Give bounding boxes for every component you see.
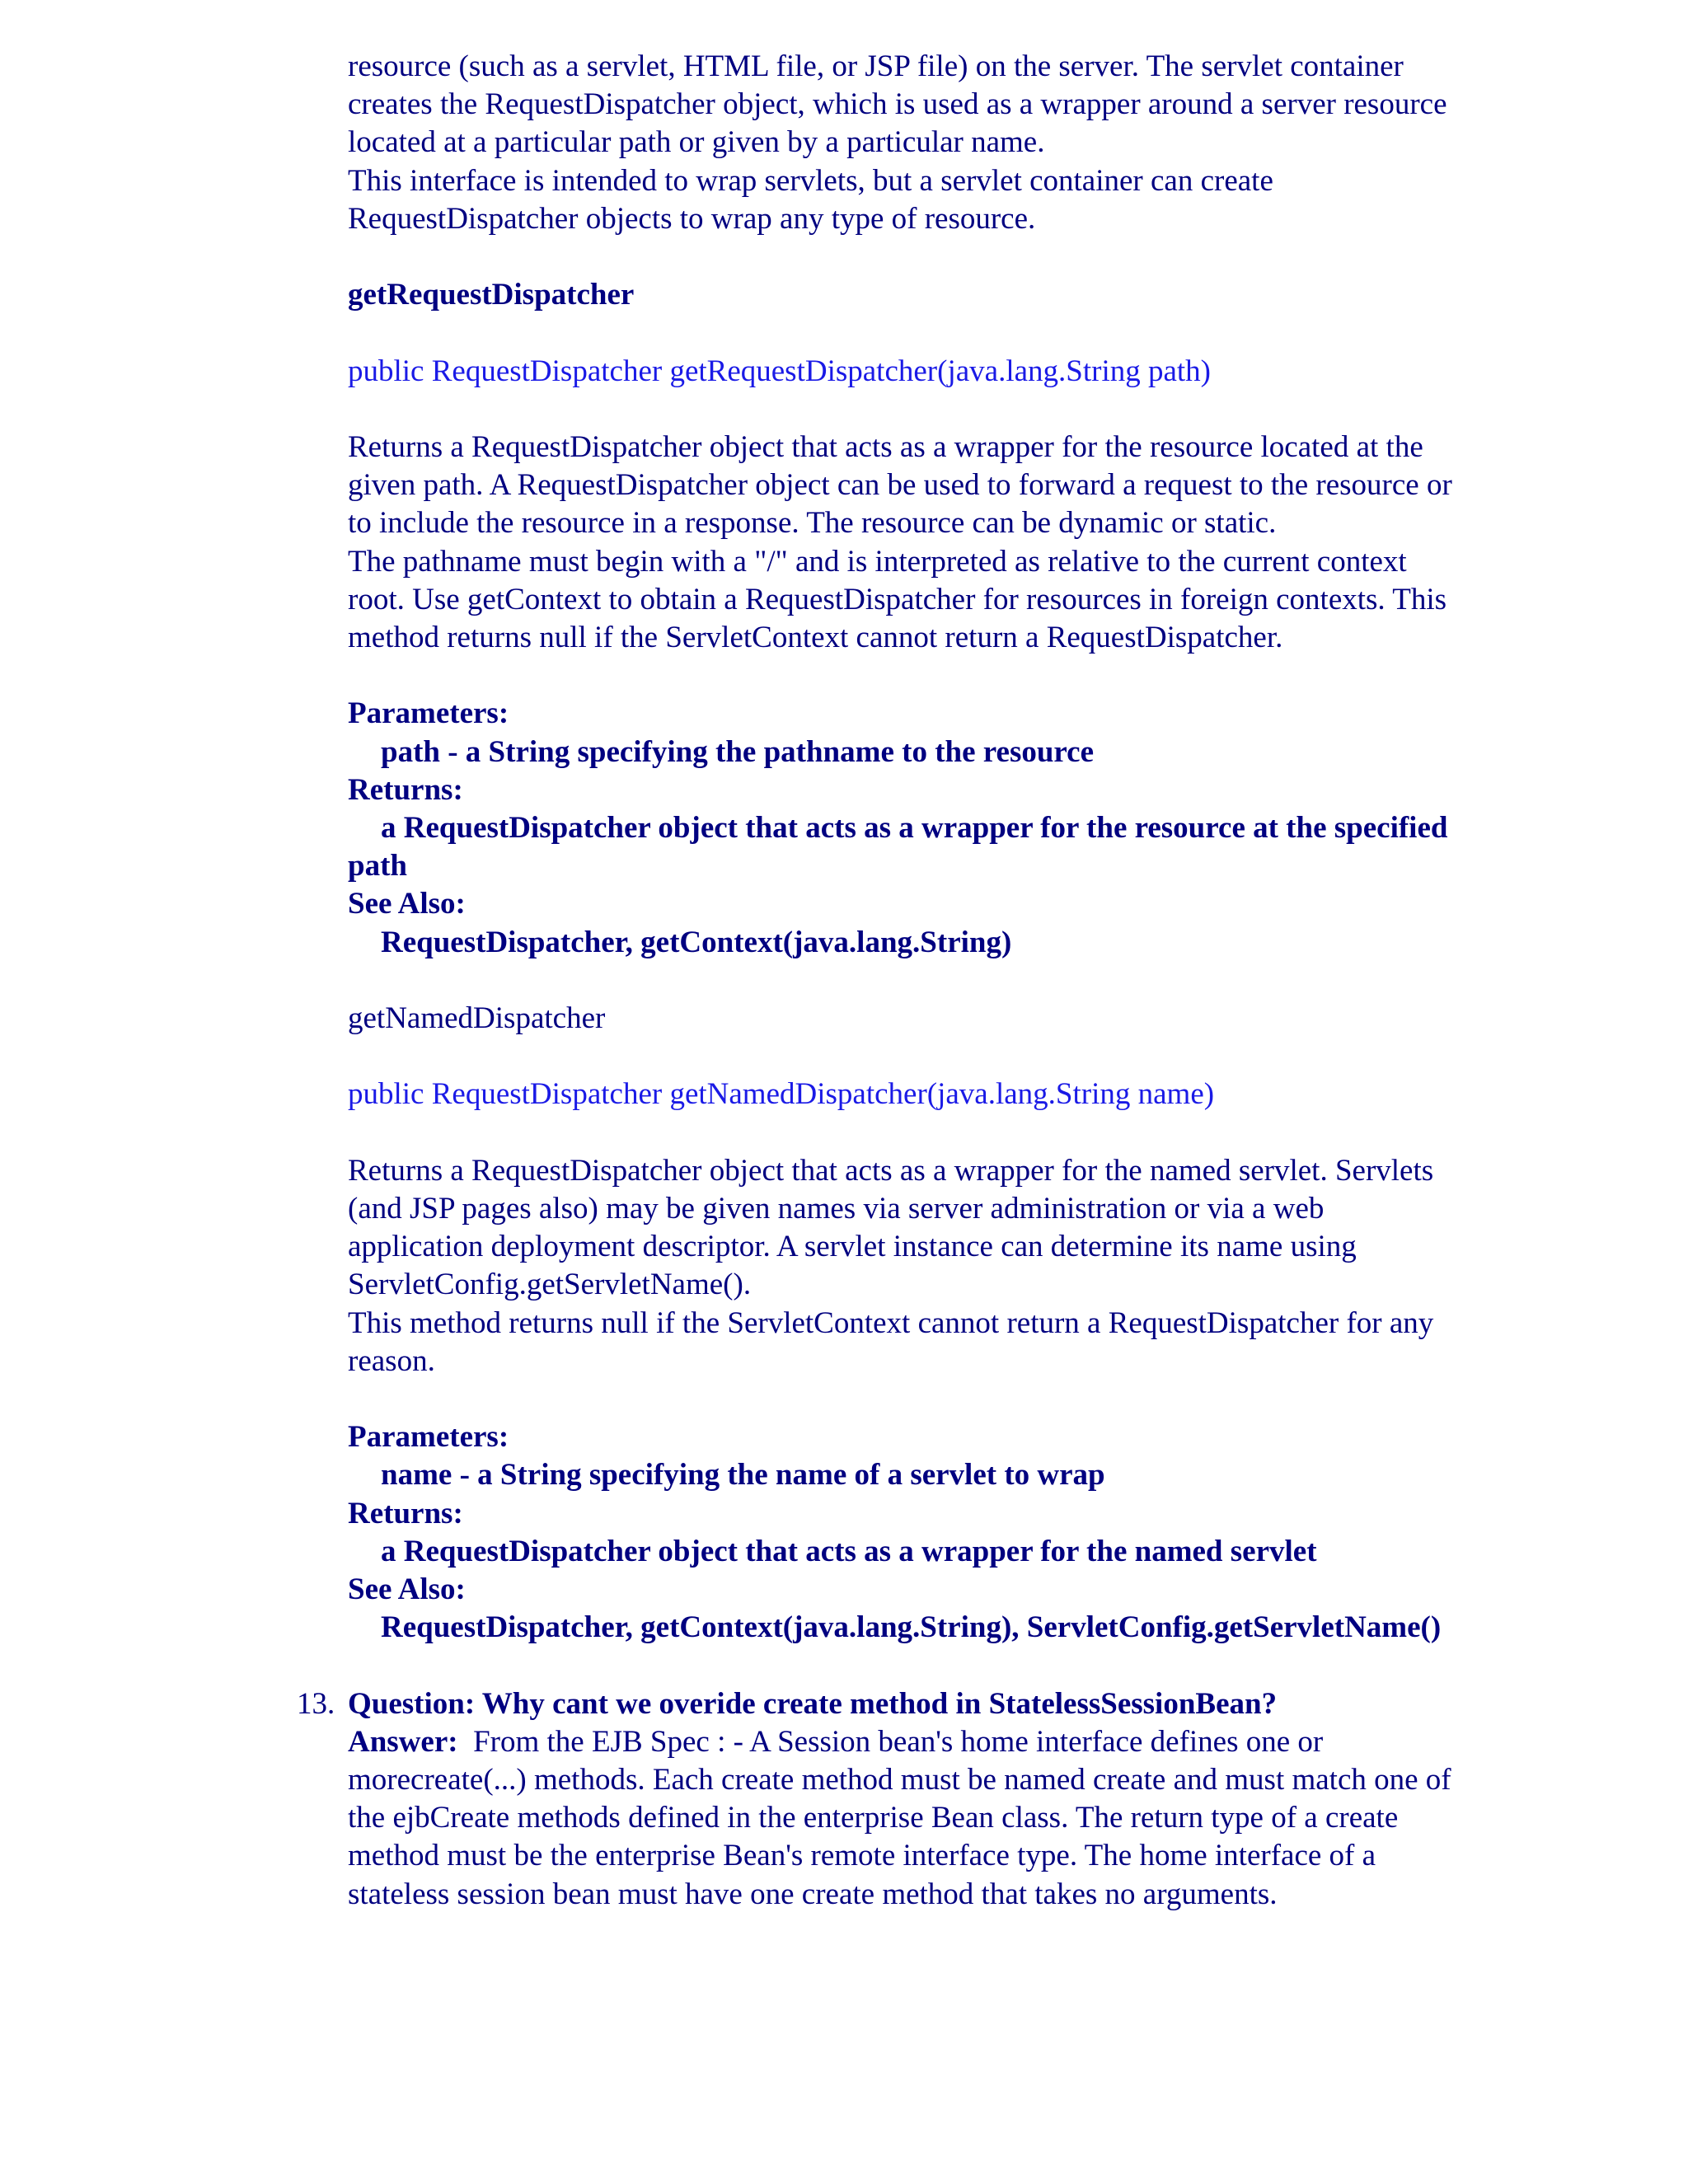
method-signature-getRequestDispatcher: public RequestDispatcher getRequestDispatcher(java.lang.String path): [348, 354, 1212, 388]
see-also-value: RequestDispatcher, getContext(java.lang.String): [381, 925, 1012, 959]
method-heading-getRequestDispatcher: getRequestDispatcher: [348, 278, 635, 312]
parameters-label: Parameters:: [348, 696, 509, 731]
intro-paragraph-2: This interface is intended to wrap servlets, but a servlet container can create RequestDispatcher objects to wrap any type of resource.: [348, 163, 1273, 236]
document-page: [297, 48, 1452, 1914]
question-13-item: [297, 1685, 1452, 1914]
returns-label: Returns:: [348, 772, 463, 807]
answer-text: [348, 1723, 1452, 1914]
parameters-label: Parameters:: [348, 1420, 509, 1455]
intro-paragraph-1: resource (such as a servlet, HTML file, or JSP file) on the server. The servlet container creates the RequestDispatcher object, which is used as a wrapper around a server resource located at a particular path or given by a particular name.: [348, 49, 1447, 160]
see-also-label: See Also:: [348, 1572, 466, 1606]
see-also-label: See Also:: [348, 887, 466, 921]
question-text: Question: Why cant we overide create method in StatelessSessionBean?: [348, 1686, 1278, 1721]
returns-value: a RequestDispatcher object that acts as a wrapper for the resource at the specified path: [348, 811, 1448, 883]
method2-description-1: Returns a RequestDispatcher object that acts as a wrapper for the named servlet. Servlets (and JSP pages also) may be given names via server administration or via a web application deployment descriptor. A servlet instance can determine its name using ServletConfig.getServletName().: [348, 1153, 1434, 1302]
list-number: 13.: [297, 1686, 335, 1721]
method-details-getRequestDispatcher: [348, 695, 1452, 961]
answer-body: From the EJB Spec : - A Session bean's home interface defines one or morecreate(...) methods. Each create method must be named create and must match one of the ejbCreate methods defined in the enterprise Bean class. The return type of a create method must be the enterprise Bean's remote interface type. The home interface of a stateless session bean must have one create method that takes no arguments.: [348, 1724, 1451, 1911]
see-also-value: RequestDispatcher, getContext(java.lang.String), ServletConfig.getServletName(): [381, 1610, 1442, 1645]
parameter-name: name - a String specifying the name of a servlet to wrap: [381, 1458, 1105, 1493]
method-description-2: The pathname must begin with a "/" and is interpreted as relative to the current context root. Use getContext to obtain a RequestDispatcher for resources in foreign contexts. This method returns null if the ServletContext cannot return a RequestDispatcher.: [348, 544, 1447, 654]
method2-description-2: This method returns null if the ServletContext cannot return a RequestDispatcher for any reason.: [348, 1305, 1434, 1378]
method-heading-getNamedDispatcher: getNamedDispatcher: [348, 1001, 606, 1035]
returns-value: a RequestDispatcher object that acts as a wrapper for the named servlet: [381, 1534, 1317, 1568]
answer-label: Answer:: [348, 1724, 458, 1759]
method-signature-getNamedDispatcher: public RequestDispatcher getNamedDispatcher(java.lang.String name): [348, 1077, 1215, 1112]
parameter-path: path - a String specifying the pathname to the resource: [381, 734, 1095, 769]
returns-label: Returns:: [348, 1496, 463, 1530]
method-description-1: Returns a RequestDispatcher object that acts as a wrapper for the resource located at the given path. A RequestDispatcher object can be used to forward a request to the resource or to include the resource in a response. The resource can be dynamic or static.: [348, 429, 1452, 541]
method-details-getNamedDispatcher: [348, 1418, 1452, 1647]
